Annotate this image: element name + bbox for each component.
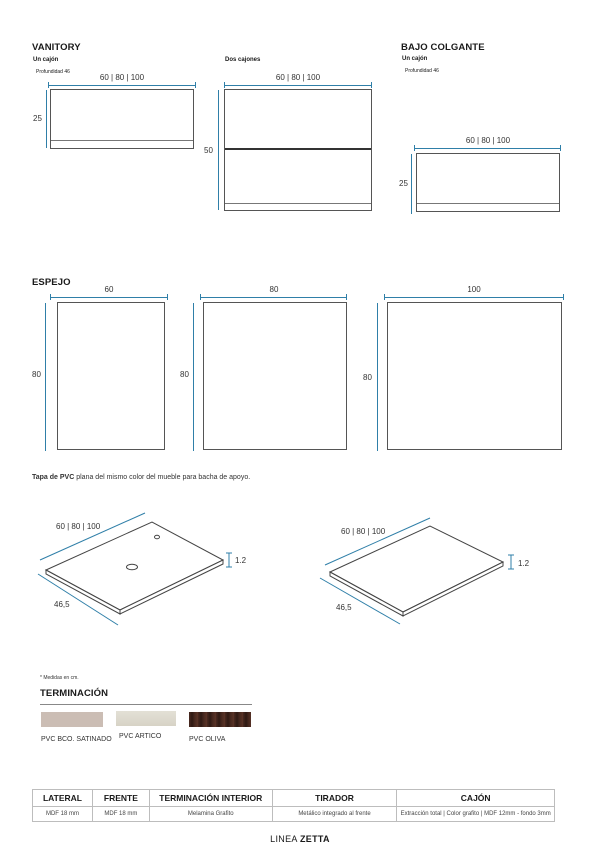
mirror-60-height-line xyxy=(45,303,46,451)
spec-value-frente: MDF 18 mm xyxy=(92,807,149,822)
spec-value-tirador: Metálico integrado al frente xyxy=(272,807,397,822)
bajo-depth: Profundidad 46 xyxy=(405,68,439,74)
bajo-width-line xyxy=(414,148,561,149)
spec-value-cajon: Extracción total | Color grafito | MDF 12mm - fondo 3mm xyxy=(397,807,555,822)
dim-tick xyxy=(48,82,49,88)
dim-tick xyxy=(560,145,561,151)
top-2-depth-label: 46,5 xyxy=(336,603,352,612)
dim-tick xyxy=(50,294,51,300)
vanitory-double-subtitle: Dos cajones xyxy=(225,57,261,63)
mirror-80-height-line xyxy=(193,303,194,451)
swatch-bco-satinado-label: PVC BCO. SATINADO xyxy=(41,736,112,743)
dim-tick xyxy=(200,294,201,300)
mirror-60-width-line xyxy=(50,297,168,298)
vanitory-single-width-line xyxy=(48,85,196,86)
vanitory-single-height-line xyxy=(46,90,47,148)
drawer-base-line xyxy=(417,203,559,204)
spec-value-row xyxy=(33,807,555,822)
mirror-80-width-line xyxy=(200,297,347,298)
drawer-base-line xyxy=(225,203,371,204)
mirror-100-width-label: 100 xyxy=(467,285,481,294)
drawer-base-line xyxy=(51,140,193,141)
vanitory-double-width-line xyxy=(224,85,372,86)
measure-note: * Medidas en cm. xyxy=(40,675,79,681)
mirror-100-height-line xyxy=(377,303,378,451)
spec-value-lateral: MDF 18 mm xyxy=(33,807,93,822)
tapa-bold: Tapa de PVC xyxy=(32,474,75,481)
swatch-oliva-label: PVC OLIVA xyxy=(189,736,226,743)
dim-tick xyxy=(563,294,564,300)
vanitory-single-height-label: 25 xyxy=(33,114,42,123)
mirror-60 xyxy=(57,302,165,450)
vanitory-single-depth: Profundidad 46 xyxy=(36,69,70,75)
mirror-80-height-label: 80 xyxy=(180,370,189,379)
swatch-artico-label: PVC ARTICO xyxy=(119,733,162,740)
spec-table xyxy=(32,789,555,822)
top-1-tap-hole xyxy=(155,535,160,539)
spec-header-row xyxy=(33,790,555,807)
top-1-drain-hole xyxy=(127,564,138,570)
vanitory-single-width-label: 60 | 80 | 100 xyxy=(99,73,145,82)
vanitory-single-subtitle: Un cajón xyxy=(33,57,59,63)
spec-header-frente: FRENTE xyxy=(92,790,149,807)
vanitory-double-height-line xyxy=(218,90,219,210)
dim-tick xyxy=(371,82,372,88)
top-plain-drawing xyxy=(300,500,560,640)
vanitory-title: VANITORY xyxy=(32,42,81,53)
terminacion-title: TERMINACIÓN xyxy=(40,688,109,699)
spec-header-lateral: LATERAL xyxy=(33,790,93,807)
drawer-divider xyxy=(225,148,371,150)
vanitory-single-drawer xyxy=(50,89,194,149)
spec-header-cajon: CAJÓN xyxy=(397,790,555,807)
footer-brand-bold: ZETTA xyxy=(300,834,330,844)
spec-header-terminacion: TERMINACIÓN INTERIOR xyxy=(149,790,272,807)
spec-value-terminacion: Melamina Grafito xyxy=(149,807,272,822)
mirror-60-height-label: 80 xyxy=(32,370,41,379)
mirror-60-width-label: 60 xyxy=(104,285,114,294)
bajo-drawer xyxy=(416,153,560,212)
dim-tick xyxy=(346,294,347,300)
vanitory-double-height-label: 50 xyxy=(204,146,213,155)
footer-brand xyxy=(0,834,600,844)
top-with-hole-drawing xyxy=(0,500,300,640)
top-1-depth-label: 46,5 xyxy=(54,600,70,609)
footer-brand-light: LINEA xyxy=(270,834,300,844)
bajo-height-line xyxy=(411,154,412,214)
terminacion-rule xyxy=(40,704,252,705)
vanitory-double-drawer xyxy=(224,89,372,211)
bajo-subtitle: Un cajón xyxy=(402,56,428,62)
swatch-artico xyxy=(116,711,176,726)
top-1-width-label: 60 | 80 | 100 xyxy=(56,522,101,531)
bajo-title: BAJO COLGANTE xyxy=(401,42,485,53)
mirror-80 xyxy=(203,302,347,450)
top-2-width-label: 60 | 80 | 100 xyxy=(341,527,386,536)
swatch-bco-satinado xyxy=(41,712,103,727)
mirror-100-height-label: 80 xyxy=(363,373,372,382)
top-1-thickness-label: 1.2 xyxy=(235,556,247,565)
dim-tick xyxy=(414,145,415,151)
mirror-100 xyxy=(387,302,562,450)
dim-tick xyxy=(384,294,385,300)
tapa-description xyxy=(32,474,250,481)
spec-header-tirador: TIRADOR xyxy=(272,790,397,807)
tapa-rest: plana del mismo color del mueble para bacha de apoyo. xyxy=(74,474,251,481)
vanitory-double-width-label: 60 | 80 | 100 xyxy=(275,73,321,82)
dim-tick xyxy=(195,82,196,88)
bajo-width-label: 60 | 80 | 100 xyxy=(465,136,511,145)
top-2-thickness-label: 1.2 xyxy=(518,559,530,568)
mirror-80-width-label: 80 xyxy=(269,285,279,294)
dim-tick xyxy=(224,82,225,88)
espejo-title: ESPEJO xyxy=(32,277,71,288)
swatch-oliva xyxy=(189,712,251,727)
dim-tick xyxy=(167,294,168,300)
bajo-height-label: 25 xyxy=(399,179,408,188)
mirror-100-width-line xyxy=(384,297,564,298)
